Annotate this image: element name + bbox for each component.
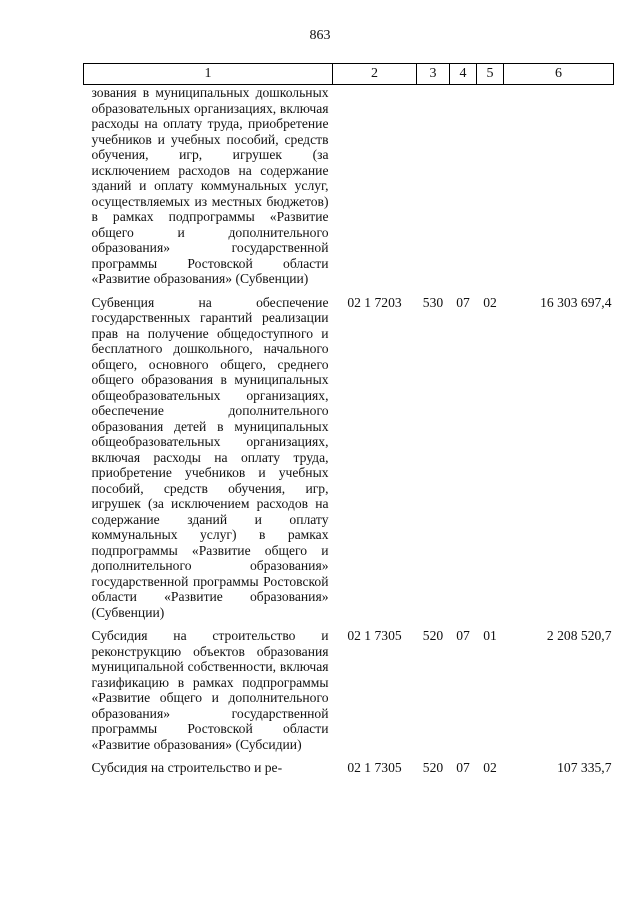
- row-amount: [504, 85, 614, 287]
- header-col-2: 2: [333, 64, 417, 85]
- header-col-6: 6: [504, 64, 614, 85]
- row-pr: 02: [483, 294, 497, 310]
- row-rz: 07: [456, 760, 470, 775]
- table-row: [84, 287, 614, 621]
- row-vr: 520: [422, 760, 444, 775]
- header-col-1: 1: [84, 64, 333, 85]
- row-pr: 01: [483, 628, 497, 643]
- row-code: 02 1 7305: [347, 628, 402, 643]
- row-rz: [450, 85, 477, 287]
- header-row: [84, 64, 614, 85]
- page-number: 863: [309, 28, 331, 43]
- header-col-3: 3: [417, 64, 450, 85]
- row-amount: 107 335,7: [557, 760, 612, 775]
- row-vr: [417, 85, 450, 287]
- row-vr: 530: [422, 294, 444, 310]
- budget-table: [83, 63, 614, 776]
- table-row: [84, 620, 614, 752]
- row-pr: [477, 85, 504, 287]
- row-rz: 07: [456, 294, 470, 310]
- row-pr: 02: [483, 760, 497, 775]
- row-code: 02 1 7305: [347, 760, 402, 775]
- row-rz: 07: [456, 628, 470, 643]
- header-col-5: 5: [477, 64, 504, 85]
- header-col-4: 4: [450, 64, 477, 85]
- row-description: Субвенция на обеспечение государственных гарантий реализации прав на получение общедоступного и бесплатного дошкольного, начального общего, основного общего, среднего общего образования в муниципальных общеобразовательных организациях, обеспечение дополнительного образования детей в муниципальных общеобразовательных организациях, включая расходы на оплату труда, приобретение учебников и учебных пособий, средств обучения, игр, игрушек (за исключением расходов на содержание зданий и оплату коммунальных услуг) в рамках подпрограммы «Развитие общего и дополнительного образования» государственной программы Ростовской области «Развитие образования» (Субвенции): [91, 294, 329, 620]
- row-code: [333, 85, 417, 287]
- row-description: зования в муниципальных дошкольных образовательных организациях, включая расходы на оплату труда, приобретение учебников и учебных пособий, средств обучения, игр, игрушек (за исключением расходов на содержание зданий и оплату коммунальных услуг, осуществляемых из местных бюджетов) в рамках подпрограммы «Развитие общего и дополнительного образования» государственной программы Ростовской области «Развитие образования» (Субвенции): [91, 85, 329, 286]
- table-row: [84, 85, 614, 287]
- row-amount: 16 303 697,4: [540, 294, 612, 310]
- row-code: 02 1 7203: [347, 294, 402, 310]
- row-description: Субсидия на строительство и ре-: [91, 760, 283, 775]
- table-row: [84, 752, 614, 776]
- row-vr: 520: [422, 628, 444, 643]
- row-description: Субсидия на строительство и реконструкцию объектов образования муниципальной собственности, включая газификацию в рамках подпрограммы «Развитие общего и дополнительного образования» государственной программы Ростовской области «Развитие образования» (Субсидии): [91, 628, 329, 752]
- row-amount: 2 208 520,7: [546, 628, 612, 643]
